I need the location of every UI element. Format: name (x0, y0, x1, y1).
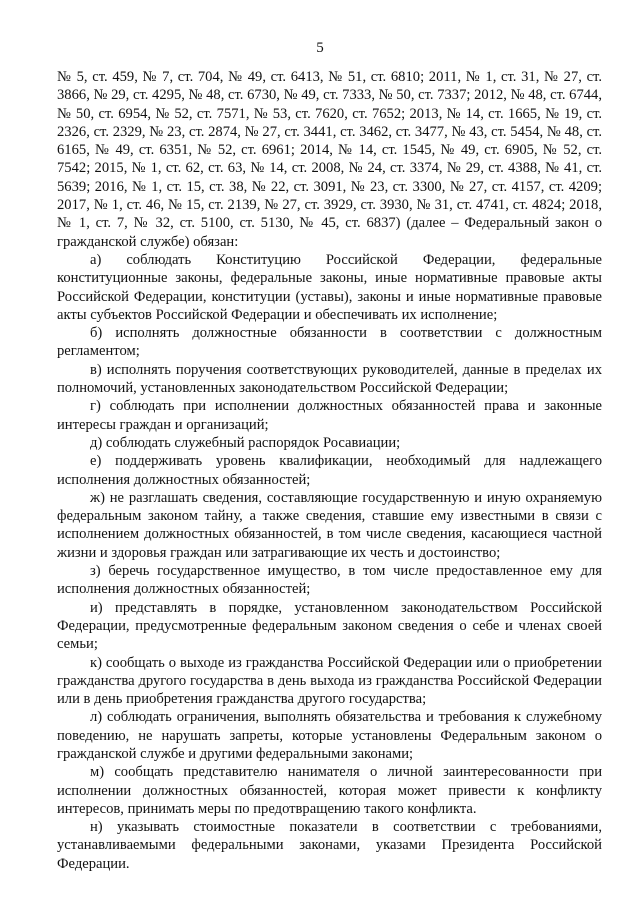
paragraph-citation: № 5, ст. 459, № 7, ст. 704, № 49, ст. 6413, № 51, ст. 6810; 2011, № 1, ст. 31, № 27, ст. 3866, № 29, ст. 4295, № 48, ст. 6730, № 49, ст. 7333, № 50, ст. 7337; 2012, № 48, ст. 6744, № 50, ст. 6954, № 52, ст. 7571, № 53, ст. 7620, ст. 7652; 2013, № 14, ст. 1665, № 19, ст. 2326, ст. 2329, № 23, ст. 2874, № 27, ст. 3441, ст. 3462, ст. 3477, № 43, ст. 5454, № 48, ст. 6165, № 49, ст. 6351, № 52, ст. 6961; 2014, № 14, ст. 1545, № 49, ст. 6905, № 52, ст. 7542; 2015, № 1, ст. 62, ст. 63, № 14, ст. 2008, № 24, ст. 3374, № 29, ст. 4388, № 41, ст. 5639; 2016, № 1, ст. 15, ст. 38, № 22, ст. 3091, № 23, ст. 3300, № 27, ст. 4157, ст. 4209; 2017, № 1, ст. 46, № 15, ст. 2139, № 27, ст. 3929, ст. 3930, № 31, ст. 4741, ст. 4824; 2018, № 1, ст. 7, № 32, ст. 5100, ст. 5130, № 45, ст. 6837) (далее – Федеральный закон о гражданской службе) обязан: (57, 69, 602, 250)
document-body (57, 68, 602, 873)
paragraph-item-i: и) представлять в порядке, установленном законодательством Российской Федерации, предусмотренные федеральным законом сведения о себе и членах своей семьи; (57, 599, 602, 653)
paragraph-item-k: к) сообщать о выходе из гражданства Российской Федерации или о приобретении гражданства другого государства в день выхода из гражданства Российской Федерации или в день приобретения гражданства другого государства; (57, 654, 602, 708)
paragraph-item-l: л) соблюдать ограничения, выполнять обязательства и требования к служебному поведению, не нарушать запреты, которые установлены Федеральным законом о гражданской службе и другими федеральными законами; (57, 709, 602, 762)
paragraph-item-v: в) исполнять поручения соответствующих руководителей, данные в пределах их полномочий, установленных законодательством Российской Федерации; (57, 361, 602, 397)
paragraph-item-b: б) исполнять должностные обязанности в соответствии с должностным регламентом; (57, 325, 602, 360)
paragraph-item-g: г) соблюдать при исполнении должностных обязанностей права и законные интересы граждан и организаций; (57, 398, 602, 433)
paragraph-item-a: а) соблюдать Конституцию Российской Федерации, федеральные конституционные законы, федеральные законы, иные нормативные правовые акты Российской Федерации, конституции (уставы), законы и иные нормативные правовые акты субъектов Российской Федерации и обеспечивать их исполнение; (57, 251, 602, 323)
paragraph-item-d: д) соблюдать служебный распорядок Росавиации; (90, 434, 401, 451)
paragraph-item-z: з) беречь государственное имущество, в том числе предоставленное ему для исполнения должностных обязанностей; (57, 563, 602, 598)
paragraph-item-m: м) сообщать представителю нанимателя о личной заинтересованности при исполнении должностных обязанностей, которая может привести к конфликту интересов, принимать меры по предотвращению такого конфликта. (57, 764, 602, 817)
paragraph-item-zh: ж) не разглашать сведения, составляющие государственную и иную охраняемую федеральным законом тайну, а также сведения, ставшие ему известными в связи с исполнением должностных обязанностей, в том числе сведения, касающиеся частной жизни и здоровья граждан или затрагивающие их честь и достоинство; (57, 489, 602, 561)
page-number: 5 (316, 40, 324, 56)
paragraph-item-e: е) поддерживать уровень квалификации, необходимый для надлежащего исполнения должностных обязанностей; (57, 453, 602, 488)
paragraph-item-n: н) указывать стоимостные показатели в соответствии с требованиями, устанавливаемыми федеральными законами, указами Президента Российской Федерации. (57, 819, 602, 872)
